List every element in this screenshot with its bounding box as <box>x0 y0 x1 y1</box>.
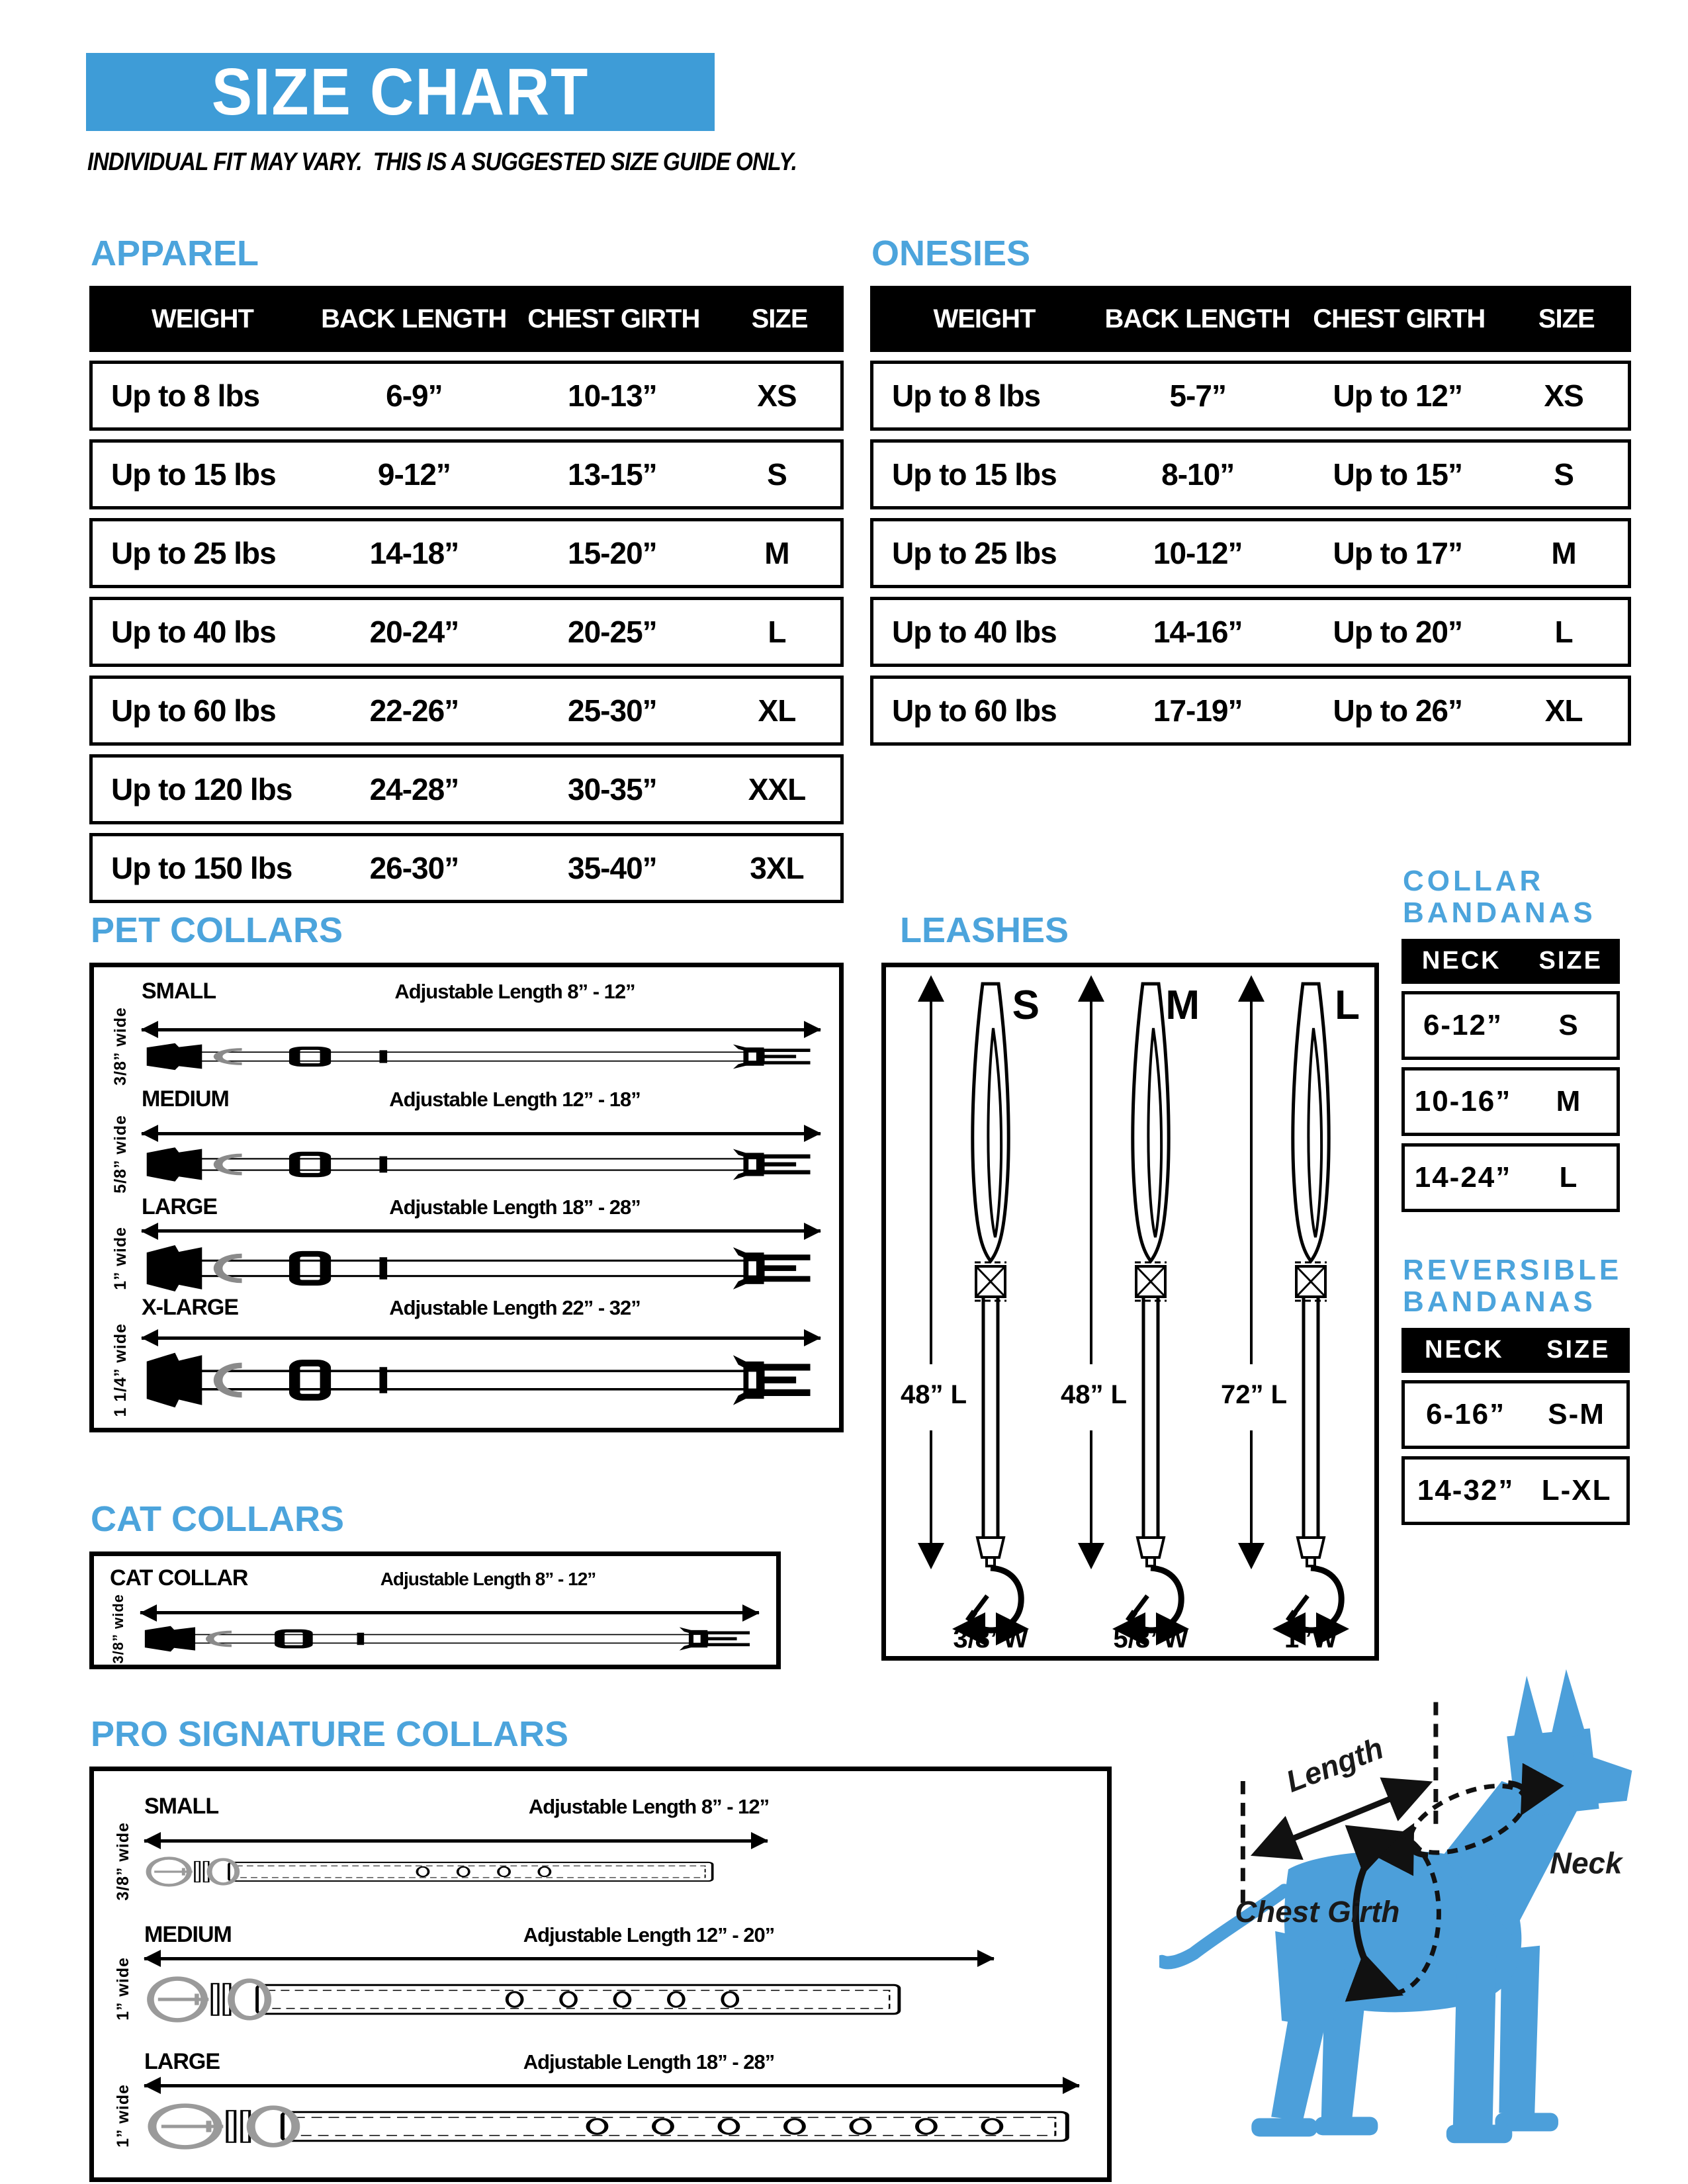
col-size: SIZE <box>1538 947 1603 975</box>
reversible-bandanas-heading: REVERSIBLE BANDANAS <box>1403 1254 1622 1319</box>
pro-collars-heading: PRO SIGNATURE COLLARS <box>91 1714 569 1754</box>
cat-collars-heading: CAT COLLARS <box>91 1499 344 1539</box>
cell-neck: 14-32” <box>1417 1473 1515 1507</box>
cell-weight: Up to 15 lbs <box>892 457 1057 492</box>
snap-hook-icon <box>1291 1568 1341 1630</box>
neck-label: Neck <box>1550 1846 1622 1880</box>
title-banner <box>86 53 715 131</box>
dog-measurement-diagram <box>1159 1651 1686 2180</box>
cell-chest-girth: 20-25” <box>568 615 657 649</box>
cell-size: XL <box>1544 693 1583 728</box>
collar-size-label: SMALL <box>144 1794 219 1819</box>
cell-size: S <box>767 457 787 492</box>
swivel-icon <box>1298 1538 1324 1557</box>
cell-back-length: 8-10” <box>1161 457 1235 492</box>
collar-length-label: Adjustable Length 22” - 32” <box>389 1295 641 1319</box>
cell-size: XS <box>757 378 797 413</box>
measure-arrow-icon <box>142 1028 821 1031</box>
leash-size-label: M <box>1165 983 1200 1028</box>
collar-bandanas-row <box>1401 1067 1620 1136</box>
cell-back-length: 6-9” <box>386 378 443 413</box>
collar-size-label: X-LARGE <box>142 1294 238 1320</box>
cell-size: 3XL <box>750 851 804 885</box>
collar-width-label: 1” wide <box>114 1957 132 2021</box>
apparel-table-row <box>89 676 844 746</box>
cell-chest-girth: Up to 15” <box>1333 457 1463 492</box>
chest-girth-label: Chest Girth <box>1235 1894 1400 1929</box>
cell-weight: Up to 25 lbs <box>892 536 1057 570</box>
leash-size-label: L <box>1335 983 1360 1028</box>
collar-size-label: SMALL <box>142 978 216 1004</box>
collar-bandanas-heading: COLLAR BANDANAS <box>1403 865 1596 930</box>
measure-arrow-icon <box>142 1336 821 1340</box>
pro-signature-collars-section <box>89 1714 1112 2182</box>
col-back-length: BACK LENGTH <box>321 304 507 333</box>
collar-bandanas-section <box>1401 865 1620 1219</box>
collar-length-label: Adjustable Length 12” - 18” <box>389 1087 641 1111</box>
leash-item <box>1210 967 1370 1655</box>
buckle-female-icon <box>147 1147 202 1182</box>
pro-collar-item <box>114 1794 1087 1901</box>
cell-weight: Up to 40 lbs <box>111 615 276 649</box>
leashes-section <box>881 910 1379 1661</box>
cell-neck: 6-16” <box>1426 1397 1506 1430</box>
cell-weight: Up to 150 lbs <box>111 851 292 885</box>
collar-width-label: 3/8” wide <box>111 1006 130 1086</box>
cell-size: M <box>1556 1084 1582 1117</box>
collar-illustration <box>140 1350 822 1410</box>
col-size: SIZE <box>1546 1336 1611 1364</box>
collar-size-label: LARGE <box>144 2048 220 2074</box>
collar-width-label: 1” wide <box>111 1226 130 1290</box>
leash-item <box>1050 967 1210 1655</box>
cell-weight: Up to 15 lbs <box>111 457 276 492</box>
buckle-male-icon <box>733 1149 811 1180</box>
cell-chest-girth: Up to 20” <box>1333 615 1463 649</box>
buckle-female-icon <box>147 1353 202 1408</box>
cell-neck: 14-24” <box>1414 1160 1512 1194</box>
cell-weight: Up to 25 lbs <box>111 536 276 570</box>
leash-illustration <box>1050 967 1216 1655</box>
cell-size: S <box>1554 457 1574 492</box>
col-weight: WEIGHT <box>933 304 1036 333</box>
measure-arrow-icon <box>142 1229 821 1233</box>
belt-collar-illustration <box>143 1853 719 1890</box>
apparel-table-row <box>89 754 844 824</box>
collar-width-label: 3/8” wide <box>114 1822 132 1901</box>
cell-size: S-M <box>1548 1397 1605 1430</box>
cell-back-length: 10-12” <box>1153 536 1243 570</box>
collar-illustration <box>140 1243 822 1293</box>
cell-chest-girth: 30-35” <box>568 772 657 807</box>
cell-chest-girth: 35-40” <box>568 851 657 885</box>
leash-item <box>890 967 1050 1655</box>
buckle-male-icon <box>733 1355 811 1405</box>
measure-arrow-icon <box>142 1132 821 1135</box>
cell-back-length: 17-19” <box>1153 693 1243 728</box>
collar-length-label: Adjustable Length 8” - 12” <box>528 1795 770 1819</box>
leash-length-label: 48” L <box>890 1375 977 1415</box>
collar-length-label: Adjustable Length 8” - 12” <box>394 979 635 1003</box>
cell-chest-girth: 15-20” <box>568 536 657 570</box>
measure-arrow-icon <box>144 1957 994 1960</box>
measure-arrow-icon <box>144 1839 768 1843</box>
reversible-bandanas-row <box>1401 1456 1630 1525</box>
onesies-table-row <box>870 597 1631 667</box>
cell-back-length: 14-16” <box>1153 615 1243 649</box>
page-title: SIZE CHART <box>211 54 590 129</box>
pet-collar-item <box>111 1086 822 1194</box>
apparel-table-row <box>89 597 844 667</box>
belt-collar-illustration <box>143 1971 908 2028</box>
collar-illustration <box>139 1625 760 1653</box>
onesies-heading: ONESIES <box>871 234 1031 273</box>
snap-hook-icon <box>971 1568 1021 1630</box>
cell-neck: 10-16” <box>1414 1084 1512 1117</box>
pro-collar-item <box>114 1922 1087 2028</box>
cell-size: XXL <box>748 772 806 807</box>
apparel-section <box>89 233 844 912</box>
leashes-box <box>881 963 1379 1661</box>
belt-collar-illustration <box>143 2098 1078 2155</box>
pet-collars-box <box>89 963 844 1432</box>
cell-weight: Up to 40 lbs <box>892 615 1057 649</box>
collar-illustration <box>140 1146 822 1183</box>
collar-width-label: 1” wide <box>114 2084 132 2148</box>
onesies-table-row <box>870 676 1631 746</box>
cell-back-length: 9-12” <box>377 457 451 492</box>
collar-size-label: MEDIUM <box>144 1921 232 1947</box>
cell-size: XL <box>758 693 796 728</box>
cat-collar-item <box>110 1565 760 1664</box>
collar-bandanas-header <box>1401 939 1620 984</box>
disclaimer-text: INDIVIDUAL FIT MAY VARY. THIS IS A SUGGESTED SIZE GUIDE ONLY. <box>87 148 797 176</box>
cell-back-length: 5-7” <box>1169 378 1226 413</box>
cell-back-length: 22-26” <box>369 693 459 728</box>
cell-chest-girth: Up to 12” <box>1333 378 1463 413</box>
cell-weight: Up to 60 lbs <box>111 693 276 728</box>
leashes-heading: LEASHES <box>900 910 1069 950</box>
cell-chest-girth: Up to 26” <box>1333 693 1463 728</box>
buckle-male-icon <box>733 1247 811 1289</box>
dog-illustration <box>1159 1651 1686 2180</box>
buckle-male-icon <box>680 1628 750 1651</box>
cell-back-length: 24-28” <box>369 772 459 807</box>
leash-illustration <box>890 967 1055 1655</box>
collar-width-label: 3/8” wide <box>110 1594 126 1664</box>
pet-collar-item <box>111 1295 822 1417</box>
length-label: Length <box>1281 1731 1388 1799</box>
col-weight: WEIGHT <box>152 304 253 333</box>
col-size: SIZE <box>1538 304 1595 333</box>
col-neck: NECK <box>1421 947 1501 975</box>
onesies-table-row <box>870 439 1631 509</box>
cell-chest-girth: 13-15” <box>568 457 657 492</box>
cell-chest-girth: 25-30” <box>568 693 657 728</box>
cell-size: XS <box>1544 378 1583 413</box>
onesies-table-row <box>870 361 1631 431</box>
collar-bandanas-row <box>1401 991 1620 1060</box>
cell-size: M <box>1551 536 1576 570</box>
cell-size: L-XL <box>1541 1473 1612 1507</box>
collar-size-label: CAT COLLAR <box>110 1565 248 1591</box>
cell-size: M <box>764 536 789 570</box>
cell-chest-girth: 10-13” <box>568 378 657 413</box>
col-back-length: BACK LENGTH <box>1104 304 1290 333</box>
collar-width-label: 1 1/4” wide <box>111 1323 130 1417</box>
cell-weight: Up to 8 lbs <box>111 378 260 413</box>
cell-back-length: 26-30” <box>369 851 459 885</box>
cell-size: L <box>1554 615 1573 649</box>
leash-size-label: S <box>1012 983 1040 1028</box>
leash-length-label: 72” L <box>1210 1375 1298 1415</box>
reversible-bandanas-row <box>1401 1380 1630 1449</box>
cell-weight: Up to 8 lbs <box>892 378 1041 413</box>
collar-illustration <box>140 1042 822 1071</box>
apparel-heading: APPAREL <box>91 234 259 273</box>
buckle-male-icon <box>733 1044 811 1069</box>
apparel-table-header <box>89 286 844 352</box>
collar-length-label: Adjustable Length 18” - 28” <box>389 1196 641 1219</box>
cell-back-length: 20-24” <box>369 615 459 649</box>
collar-size-label: MEDIUM <box>142 1086 229 1112</box>
collar-size-label: LARGE <box>142 1194 217 1220</box>
cat-collars-box <box>89 1551 781 1669</box>
col-size: SIZE <box>751 304 808 333</box>
length-arrow-icon <box>1259 1785 1424 1852</box>
cell-weight: Up to 120 lbs <box>111 772 292 807</box>
cell-size: L <box>768 615 786 649</box>
leash-width-label: 1”W <box>1284 1624 1337 1653</box>
leash-width-label: 3/8”W <box>953 1624 1028 1653</box>
swivel-icon <box>1137 1538 1164 1557</box>
leash-illustration <box>1210 967 1376 1655</box>
onesies-table-row <box>870 518 1631 588</box>
cat-collars-section <box>89 1499 781 1669</box>
cell-neck: 6-12” <box>1423 1008 1503 1041</box>
measure-arrow-icon <box>144 2084 1079 2087</box>
pet-collar-item <box>111 979 822 1086</box>
cell-size: L <box>1559 1160 1579 1194</box>
snap-hook-icon <box>1131 1568 1181 1630</box>
reversible-bandanas-header <box>1401 1328 1630 1373</box>
pet-collars-section <box>89 910 844 1432</box>
buckle-female-icon <box>145 1626 195 1652</box>
buckle-female-icon <box>147 1245 202 1291</box>
leash-length-label: 48” L <box>1050 1375 1137 1415</box>
swivel-icon <box>977 1538 1004 1557</box>
collar-length-label: Adjustable Length 12” - 20” <box>523 1923 775 1946</box>
col-chest-girth: CHEST GIRTH <box>1313 304 1486 333</box>
pet-collars-heading: PET COLLARS <box>91 910 343 950</box>
collar-length-label: Adjustable Length 18” - 28” <box>523 2050 775 2074</box>
measure-arrow-icon <box>140 1611 759 1614</box>
cell-chest-girth: Up to 17” <box>1333 536 1463 570</box>
cell-size: S <box>1558 1008 1579 1041</box>
pro-collar-item <box>114 2049 1087 2155</box>
collar-bandanas-row <box>1401 1143 1620 1212</box>
col-neck: NECK <box>1425 1336 1504 1364</box>
collar-width-label: 5/8” wide <box>111 1114 130 1194</box>
apparel-table-row <box>89 833 844 903</box>
onesies-section <box>870 233 1631 754</box>
pet-collar-item <box>111 1194 822 1293</box>
onesies-table-header <box>870 286 1631 352</box>
collar-length-label: Adjustable Length 8” - 12” <box>380 1569 596 1589</box>
apparel-table-row <box>89 439 844 509</box>
cell-back-length: 14-18” <box>369 536 459 570</box>
apparel-table-row <box>89 518 844 588</box>
col-chest-girth: CHEST GIRTH <box>527 304 700 333</box>
leash-width-label: 5/8”W <box>1113 1624 1188 1653</box>
cell-weight: Up to 60 lbs <box>892 693 1057 728</box>
pro-collars-box <box>89 1767 1112 2182</box>
apparel-table-row <box>89 361 844 431</box>
reversible-bandanas-section <box>1401 1254 1630 1532</box>
buckle-female-icon <box>147 1043 202 1069</box>
